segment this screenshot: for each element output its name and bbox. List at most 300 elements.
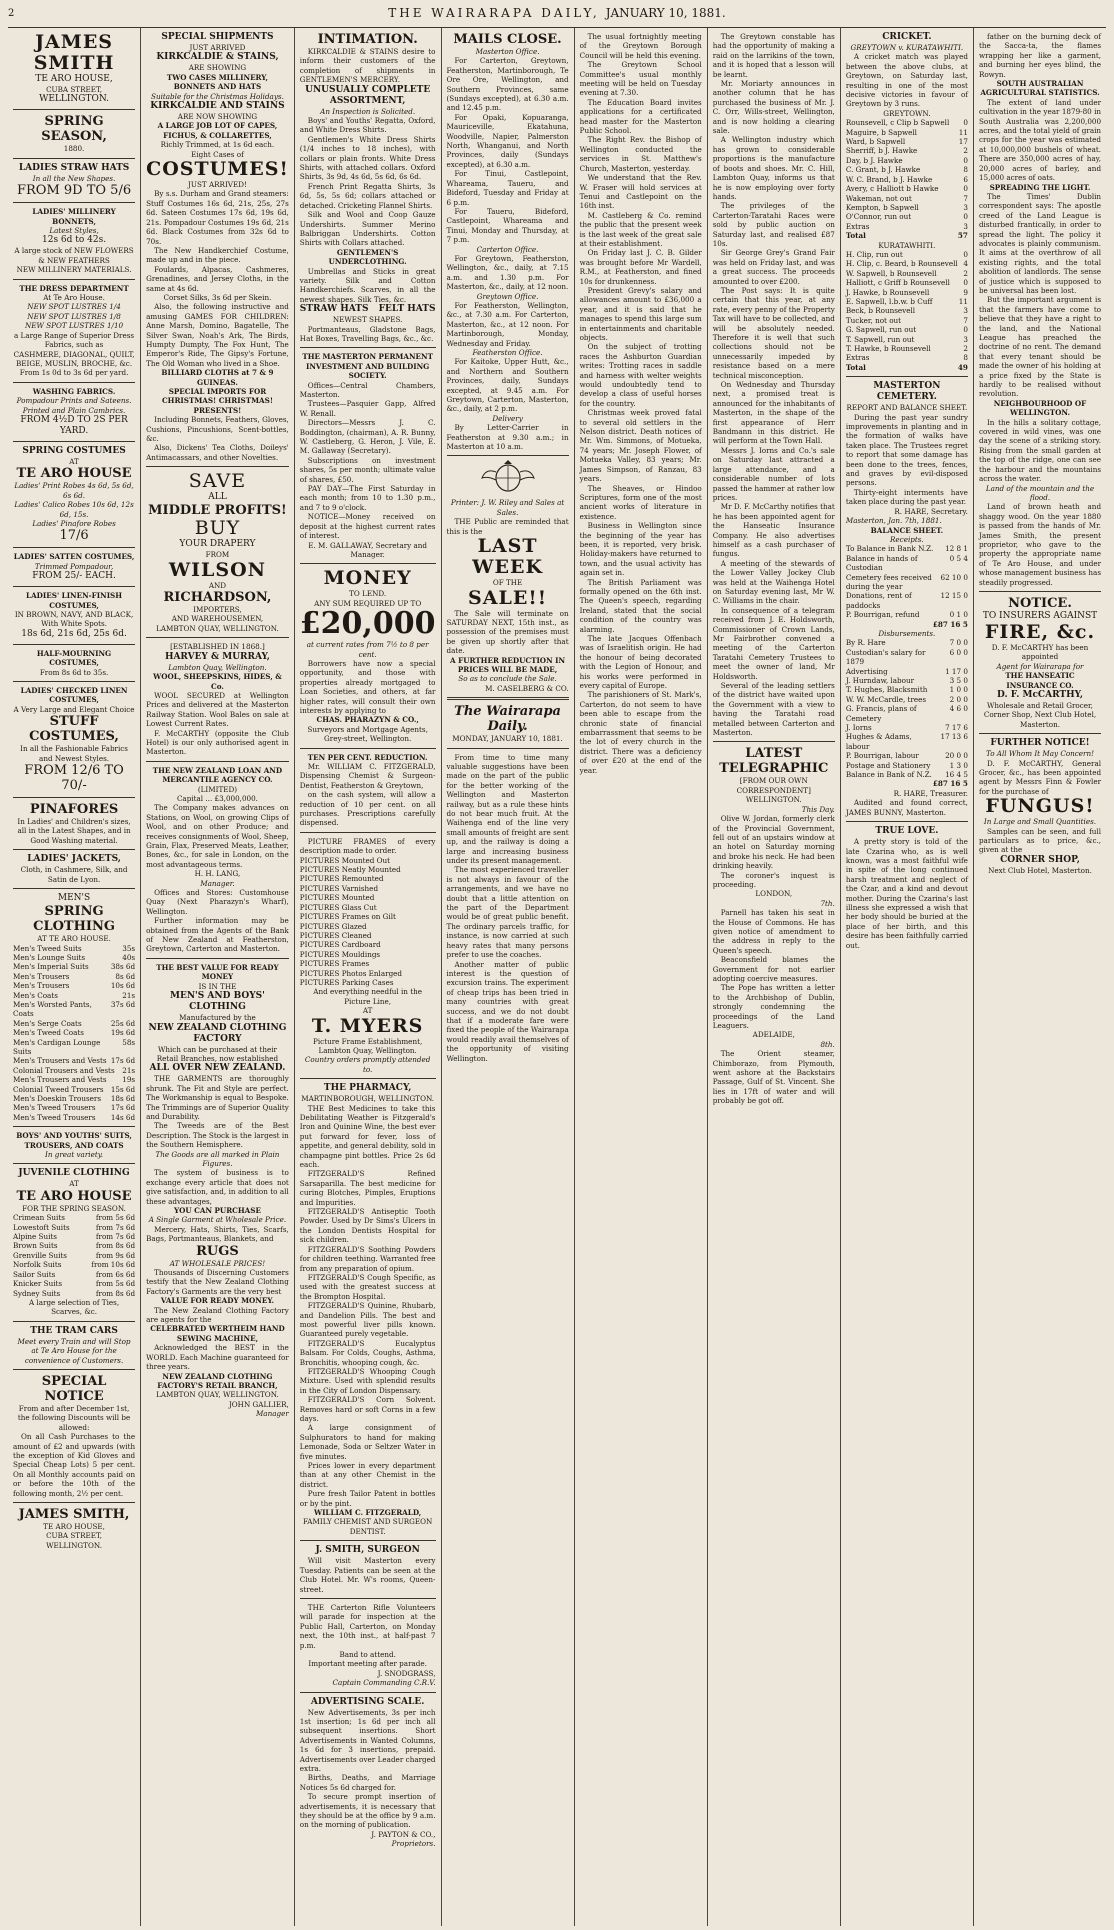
suit-price-row — [13, 1038, 135, 1057]
receipt-row-value: 0 1 0 — [949, 610, 968, 620]
mccarthy-sign: D. F. McCARTHY, — [996, 690, 1083, 700]
news-paragraph: On Wednesday and Thursday next, a promised treat is announced for the inhabitants of Masterton, in the shape of the first appearance of Herr Bandmann in this district. He will perform at the Town Hall. — [712, 380, 835, 446]
juvenile-price-row — [13, 1270, 135, 1279]
spring-clothing-heading: SPRING CLOTHING — [33, 904, 115, 935]
juvenile-price-row-value: from 7s 6d — [95, 1232, 136, 1242]
leader-title: The Wairarapa Daily. — [454, 704, 561, 735]
corner-shop: CORNER SHOP, — [1000, 854, 1080, 865]
receipt-row-label: Donations, rent of paddocks — [845, 591, 912, 610]
london-dateline: LONDON, — [755, 889, 793, 899]
batting-row — [846, 288, 968, 297]
leader-paragraph: From time to time many valuable suggestions have been made on the part of the public for the better working of the Wellington and Masterton railway, but as a rule these hints do not bear much fruit. At the Waihenga end of the line very small amounts of freight are sent up, and the railway is doing a large and increasing business under its present management. — [446, 752, 569, 866]
disbursement-row — [846, 676, 968, 685]
shipments-heading: SPECIAL SHIPMENTS — [161, 32, 274, 42]
adelaide-dateline: ADELAIDE, — [752, 1030, 795, 1040]
births-text: Births, Deaths, and Marriage Notices 5s 6d charged for. — [299, 1773, 436, 1792]
juvenile-price-row-label: Alpine Suits — [13, 1232, 57, 1242]
batting-row — [846, 212, 968, 221]
batting-row-value: 6 — [963, 174, 968, 184]
of-the: OF THE — [492, 578, 523, 588]
batting-row — [846, 269, 968, 278]
loan-rate: at current rates from 7½ to 8 per cent. — [306, 640, 429, 659]
news-paragraph: The Post says: It is quite certain that this year, at any rate, every penny of the Property Tax will have to be collected, and will be absolutely needed. Therefore it is well that such collections should not be unnecessarily impeded by resistance based on a mere technical misconception. — [712, 285, 835, 380]
checked-heading: LADIES' CHECKED LINEN COSTUMES, — [20, 686, 128, 705]
batting-row-label: Avery, c Halliott b Hawke — [845, 184, 939, 194]
column-3 — [295, 28, 442, 1926]
payton-role: Proprietors. — [391, 1839, 436, 1849]
suit-price-row-label: Colonial Trousers and Vests — [13, 1065, 115, 1075]
batting-row-label: T. Sapwell, run out — [845, 334, 915, 344]
disbursements-total: £87 16 5 — [932, 779, 968, 789]
costumes-heading: SPRING COSTUMES — [22, 445, 126, 456]
concern-text: D. F. McCARTHY, General Grocer, &c., has been appointed agent by Messrs Finn & Fowler for the purchase of — [978, 758, 1102, 796]
meeting-line: Important meeting after parade. — [308, 1659, 427, 1669]
eight-cases: Eight Cases of — [191, 149, 244, 159]
disbursement-row-label: Balance in Bank of N.Z. — [845, 770, 932, 780]
total-value: 49 — [957, 362, 968, 372]
news-paragraph: The usual fortnightly meeting of the Greytown Borough Council will be held this evening. — [579, 32, 702, 60]
land-text: Land of brown heath and shaggy wood. On the year 1880 is passed from the hands of Mr. James Smith, the present proprietor, who gave to the property the appropriate name of Te Aro House, and under whose management business has steadily progressed. — [978, 502, 1102, 587]
street: CUBA STREET, — [46, 85, 103, 94]
signoff-store: TE ARO HOUSE, — [43, 1522, 105, 1531]
harvey-sub: Lambton Quay, Wellington. — [168, 662, 267, 672]
firm-name: KIRKCALDIE & STAINS, — [156, 52, 279, 63]
office-text: Offices and Stores: Customhouse Quay (Next Pharazyn's Wharf), Wellington. — [146, 888, 289, 916]
and-word: AND — [208, 580, 227, 590]
balance-heading: BALANCE SHEET. — [870, 525, 944, 535]
pharmacy-town: MARTINBOROUGH, WELLINGTON. — [301, 1094, 435, 1104]
news-paragraph: The Greytown constable has had the opportunity of making a raid on the larrikins of the town, and it is hoped that a lesson will be learnt. — [712, 32, 835, 79]
batting-row-label: Extras — [845, 221, 870, 231]
suit-price-row-label: Men's Serge Coats — [13, 1018, 82, 1028]
sale-note: The Sale will terminate on SATURDAY NEXT, 15th inst., as possession of the premises must be given up shortly after that date. — [446, 608, 569, 656]
disbursement-row-label: J. Hurndaw, labour — [845, 676, 915, 685]
washing-heading: WASHING FABRICS. — [32, 386, 116, 396]
suit-price-row — [13, 1103, 135, 1112]
batting-row-value: 0 — [963, 249, 968, 259]
fabrics-text: Foulards, Alpacas, Cashmeres, Grenadines, and Jersey Cloths, in the same at 4s 6d. — [146, 264, 289, 293]
disbursement-row — [846, 685, 968, 694]
juvenile-price-row-value: from 8s 6d — [95, 1288, 136, 1298]
suit-price-row — [13, 1066, 135, 1075]
agent-for-line: Agent for Wairarapa for — [996, 661, 1084, 671]
dress-heading: THE DRESS DEPARTMENT — [19, 283, 129, 293]
myers-sub: Picture Frame Establishment, Lambton Quay, Wellington. — [313, 1036, 423, 1055]
news-paragraph: The Greytown School Committee's usual monthly meeting will be held on Tuesday evening at 7.30. — [579, 60, 702, 98]
society-trustees: Trustees—Pasquier Gapp, Alfred W. Renall. — [299, 399, 436, 418]
receipt-row — [846, 544, 968, 553]
kura-innings-heading: KURATAWHITI. — [878, 240, 936, 250]
hats-sub: In all the New Shapes. — [32, 173, 116, 183]
borrowers-text: Borrowers have now a special opportunity, and those with properties already mortgaged to Loan Societies, and others, at far higher rates, will consult their own interests by applying to — [299, 658, 436, 715]
treasurer-sign: R. HARE, Treasurer. — [893, 788, 968, 798]
society-offices: Offices—Central Chambers, Masterton. — [299, 380, 436, 399]
all-over-nz: ALL OVER NEW ZEALAND. — [149, 1063, 286, 1074]
stuff-price: FROM 12/6 TO 70/- — [24, 763, 124, 794]
disbursement-row — [846, 770, 968, 779]
carterton-text: For Greytown, Featherston, Wellington, &c., daily, at 7.15 a.m. and 1.30 p.m. For Masterton, &c., daily, at 12 noon. — [446, 253, 569, 292]
batting-row — [846, 335, 968, 344]
fungus-heading: FUNGUS! — [985, 795, 1095, 818]
juvenile-price-row-value: from 9s 6d — [95, 1250, 136, 1260]
disbursement-row-value: 1 0 0 — [949, 685, 968, 695]
society-secretary: E. M. GALLAWAY, Secretary and Manager. — [308, 540, 428, 559]
batting-row — [846, 118, 968, 127]
ties-line: A large selection of Ties, Scarves, &c. — [28, 1297, 120, 1317]
suit-price-row — [13, 991, 135, 1000]
batting-row-value: 4 — [963, 259, 968, 269]
building-society-heading: THE MASTERTON PERMANENT INVESTMENT AND BUILDING SOCIETY. — [302, 352, 433, 381]
suit-price-row — [13, 944, 135, 953]
middle-profits: MIDDLE PROFITS! — [148, 503, 287, 519]
suit-price-row-label: Men's Tweed Coats — [13, 1028, 84, 1038]
batting-row — [846, 194, 968, 203]
telegraphic-text: Olive W. Jordan, formerly clerk of the Provincial Government, fell out of an upstairs window at an hotel on Saturday morning and broke his neck. He had been drinking heavily. — [712, 814, 835, 871]
suit-price-row-label: Men's Trousers — [13, 971, 70, 981]
report-signature: R. HARE, Secretary. — [894, 506, 968, 516]
sateen-price: FROM 25/- EACH. — [32, 571, 116, 582]
costumes-text: By s.s. Durham and Grand steamers: Stuff Costumes 16s 6d, 21s, 25s, 27s 6d. Sateen Costumes 17s 6d, 19s 6d, 21s. Pompadour Costumes 19s 6d, 21s 6d. Black Costumes from 32s 6d to 70s. — [146, 189, 289, 246]
batting-row — [846, 128, 968, 137]
greytown-innings-heading: GREYTOWN. — [883, 108, 931, 118]
picture-service-line: PICTURES Glazed — [299, 921, 367, 931]
disbursement-row — [846, 648, 968, 667]
captain-name: J. SNODGRASS, — [377, 1668, 436, 1678]
suit-price-row-value: 21s — [122, 990, 136, 1000]
firm-sub: ARE SHOWING — [188, 63, 247, 73]
disbursement-row — [846, 732, 968, 751]
disbursement-row-label: By R. Hare — [845, 638, 886, 648]
suit-price-row-value: 10s 6d — [110, 981, 136, 991]
news-paragraph: The Education Board invites applications for a certificated head master for the Masterton Public School. — [579, 97, 702, 136]
reduction-heading: A FURTHER REDUCTION IN PRICES WILL BE MADE, — [450, 655, 566, 674]
news-paragraph: The parishioners of St. Mark's, Carterton, do not seem to have been able to escape from the chronic state of financial embarrassment that seems to be the lot of every church in the district. There was a deficiency of over £20 at the end of the year. — [579, 690, 702, 775]
dress-list: CASHMERE, DIAGONAL, QUILT, BEIGE, MUSLIN, BROCHE, &c. — [13, 349, 135, 368]
juvenile-price-row-label: Grenville Suits — [13, 1250, 67, 1260]
product-paragraph: FITZGERALD'S Refined Sarsaparilla. The best medicine for curing Blotches, Pimples, Eruptions and Impurities. — [299, 1169, 436, 1207]
retail-heading: NEW ZEALAND CLOTHING FACTORY'S RETAIL BRANCH, — [157, 1371, 278, 1390]
purchase-line: YOU CAN PURCHASE — [173, 1206, 261, 1215]
batting-row-value: 2 — [963, 344, 968, 353]
carterton-office: Carterton Office. — [476, 244, 539, 254]
newest-shapes: NEWEST SHAPES. — [332, 315, 403, 325]
special-notice-sub: From and after December 1st, the following Discounts will be allowed: — [17, 1403, 131, 1432]
printer-line: Printer: J. W. Riley and Sales at Sales. — [450, 498, 565, 517]
suit-price-row-value: 58s — [122, 1037, 136, 1047]
lustre-line: NEW SPOT LUSTRES 1/10 — [25, 321, 124, 331]
batting-row-value: 8 — [963, 353, 968, 363]
from-word: FROM — [205, 550, 230, 560]
batting-row — [846, 306, 968, 315]
south-australia-heading: SOUTH AUSTRALIAN AGRICULTURAL STATISTICS. — [980, 79, 1100, 98]
juvenile-price-row-value: from 8s 6d — [95, 1241, 136, 1251]
flowers-line: A large stock of NEW FLOWERS & NEW FEATHERS — [14, 246, 134, 265]
band-line: Band to attend. — [339, 1649, 396, 1659]
costumes-sub: JUST ARRIVED! — [188, 180, 247, 190]
washing-sub: Pompadour Prints and Sateens. Printed and Plain Cambrics. — [16, 396, 132, 415]
cases-heading: TWO CASES MILLINERY, BONNETS AND HATS — [166, 72, 269, 92]
importers: IMPORTERS, — [193, 605, 242, 615]
receipt-row-value: 12 15 0 — [940, 591, 968, 601]
adelaide-text: The Orient steamer, Chimborazo, from Plymouth, went ashore at the Backstairs Passage, Gulf of St. Vincent. She lies in 17ft of water and will probably be got off. — [712, 1049, 835, 1106]
news-paragraph: A Wellington industry which has grown to considerable proportions is the manufacture of boots and shoes. Mr. C. Hill, Lambton Quay, informs us that he is now employing over forty hands. — [712, 135, 835, 201]
picture-service-line: PICTURES Mounted Out — [299, 855, 391, 865]
newspaper-title: THE WAIRARAPA DAILY, — [388, 6, 600, 20]
batting-row — [846, 146, 968, 155]
batting-row — [846, 137, 968, 146]
news-paragraph: The Right Rev. the Bishop of Wellington conducted the services in St. Matthew's Church, Masterton, yesterday. — [579, 135, 702, 173]
match-text: A cricket match was played between the above clubs, at Greytown, on Saturday last, resulting in one of the most decisive victories in favour of Greytown by 3 runs. — [845, 52, 968, 109]
picture-service-line: PICTURES Remounted — [299, 874, 384, 884]
mccarthy-sign-sub: Wholesale and Retail Grocer, Corner Shop, Next Club Hotel, Masterton. — [983, 701, 1097, 729]
news-paragraph: Business in Wellington since the beginning of the year has been, it is reported, very brisk. Holiday-makers have returned to town, and the usual activity has again set in. — [579, 521, 702, 578]
suit-price-row — [13, 1019, 135, 1028]
clothing-at: AT TE ARO HOUSE. — [37, 934, 111, 944]
column-2 — [141, 28, 295, 1926]
batting-row-value: 0 — [963, 118, 968, 128]
receipt-row-label: P. Bourrigan, refund — [845, 610, 920, 620]
batting-row-label: Ward, b Sapwell — [845, 137, 906, 147]
firm-sub-2: ARE NOW SHOWING — [177, 112, 258, 122]
shipments-sub: JUST ARRIVED — [189, 43, 246, 52]
batting-row-value: 0 — [963, 325, 968, 335]
mail-schedule: For Carterton, Greytown, Featherston, Martinborough, Te Ore Ore, Wellington, and Southern Provinces, same (Sundays excepted), at 6.30 a.m. and 12.45 p.m. — [446, 56, 569, 113]
product-paragraph: FITZGERALD'S Cough Specific, as used with the greatest success at the Brompton Hospital. — [299, 1272, 436, 1301]
batting-row-label: H. Clip, run out — [845, 249, 903, 259]
suits-price-list — [13, 944, 135, 1123]
best-value-heading: THE BEST VALUE FOR READY MONEY — [156, 962, 279, 982]
single-garment: A Single Garment at Wholesale Price. — [148, 1215, 287, 1225]
captain-role: Captain Commanding C.R.V. — [332, 1678, 436, 1688]
juvenile-price-row-label: Sailor Suits — [13, 1269, 56, 1279]
mails-list — [447, 56, 569, 244]
half-mourning-price: From 8s 6d to 35s. — [39, 667, 109, 677]
columns — [8, 28, 1106, 1926]
juvenile-price-row-label: Sydney Suits — [13, 1288, 61, 1298]
ten-percent-heading: TEN PER CENT. REDUCTION. — [307, 752, 428, 762]
suit-price-row-value: 37s 6d — [110, 999, 136, 1009]
pinafores-sub: In Ladies' and Children's sizes, all in the Latest Shapes, and in Good Washing material. — [17, 817, 131, 845]
season-heading: SPRING SEASON, — [41, 114, 107, 145]
surgeon-text: Will visit Masterton every Tuesday. Patients can be seen at the Club Hotel. Mr. W's rooms, Queen-street. — [299, 1556, 436, 1594]
mails-heading: MAILS CLOSE. — [453, 32, 562, 47]
disbursement-row-value: 3 5 0 — [949, 676, 968, 685]
spreading-text: The Times' Dublin correspondent says: The apostle creed of the Land League is disturbed frantically, in order to spread the light. The policy it advocates is plainly communism. It aims at the overthrow of all existing rights, and the total abolition of landlords. The sense of justice which is supposed to be universal has been lost. — [978, 191, 1102, 295]
batting-row — [846, 325, 968, 334]
thousands-text: Thousands of Discerning Customers testify that the New Zealand Clothing Factory's Garments are the very best — [146, 1268, 289, 1296]
notice-heading: NOTICE. — [1008, 595, 1072, 611]
disbursement-row-label: G. Francis, plans of Cemetery — [845, 704, 917, 723]
corset-line: Corset Silks, 3s 6d per Skein. — [163, 292, 272, 302]
batting-row-label: G. Sapwell, run out — [845, 325, 917, 335]
advertising-scale-heading: ADVERTISING SCALE. — [310, 1696, 425, 1707]
mercery-text: Mercery, Hats, Shirts, Ties, Scarfs, Bags, Portmanteaus, Blankets, and — [146, 1224, 289, 1244]
volunteers-text: THE Carterton Rifle Volunteers will parade for inspection at the Public Hall, Carterton, on Monday next, the 10th inst., at half-past 7 p.m. — [299, 1602, 436, 1650]
underclothing-text: Umbrellas and Sticks in great variety. Silk and Cotton Handkerchiefs. Scarves, in all the newest shapes. Silk Ties, &c. — [299, 266, 436, 304]
shirts-text-3: French Print Regatta Shirts, 3s 6d, 5s, 5s 6d; collars attached or detached. Cricketing Flannel Shirts. — [299, 181, 436, 210]
dress-sub: At Te Aro House. — [43, 293, 105, 303]
suit-price-row — [13, 1028, 135, 1037]
garments-text: THE GARMENTS are thoroughly shrunk. The Fit and Style are perfect. The Workmanship is equal to Bespoke. The Trimmings are of Superior Quality and Durability. — [146, 1074, 289, 1121]
chemist-name: Mr. WILLIAM C. FITZGERALD, Dispensing Chemist & Surgeon-Dentist, Featherston & Greytown, — [299, 762, 436, 790]
news-paragraph: Mr. Moriarty announces in another column that he has purchased the business of Mr. J. C. Orr, Wills-street, Wellington, and is now holding a clearing sale. — [712, 79, 835, 136]
robe-line: Ladies' Calico Robes 10s 6d, 12s 6d, 15s. — [14, 500, 134, 519]
boys-sub: In great variety. — [44, 1150, 104, 1160]
dress-note: a Large Range of Superior Dress Fabrics, such as — [13, 330, 135, 350]
batting-row-value: 11 — [958, 127, 968, 137]
hats-price: FROM 9D TO 5/6 — [16, 183, 132, 199]
costumes-heading: COSTUMES! — [146, 158, 289, 181]
juvenile-price-row — [13, 1260, 135, 1269]
advertiser-name: JAMES SMITH — [33, 31, 115, 74]
disbursement-row-value: 4 6 0 — [949, 704, 968, 714]
batting-row-label: Halliott, c Griff b Rounsevell — [845, 278, 950, 288]
loan-amount: £20,000 — [299, 606, 436, 642]
suit-price-row-label: Men's Tweed Suits — [13, 943, 82, 953]
juvenile-price-row — [13, 1289, 135, 1298]
suit-price-row-value: 35s — [122, 943, 136, 953]
pictures-list — [300, 856, 436, 988]
intimation-text: KIRKCALDIE & STAINS desire to inform their customers of the completion of shipments in GENTLEMEN'S MERCERY. — [299, 47, 436, 85]
disbursement-row-label: P. Bourrigan, labour — [845, 751, 919, 761]
sewing-text: The New Zealand Clothing Factory are agents for the — [146, 1305, 289, 1325]
suit-price-row-label: Men's Tweed Trousers — [13, 1103, 96, 1113]
suit-price-row — [13, 1056, 135, 1065]
fitzgerald-role: FAMILY CHEMIST AND SURGEON DENTIST. — [302, 1517, 433, 1536]
disbursement-row — [846, 723, 968, 732]
juvenile-price-row — [13, 1213, 135, 1222]
suit-price-row — [13, 981, 135, 990]
juvenile-price-row — [13, 1241, 135, 1250]
best-value-sub: IS IN THE — [198, 981, 237, 991]
money-heading: MONEY — [323, 567, 412, 590]
receipt-row-value: 12 8 1 — [945, 544, 968, 554]
batting-row-label: T. Hawke, b Rounsevell — [845, 344, 931, 353]
spreading-heading: SPREADING THE LIGHT. — [989, 182, 1091, 192]
news-paragraph: Messrs J. Iorns and Co.'s sale on Saturday last attracted a large attendance, and a considerable number of lots passed the hammer at rather low prices. — [712, 445, 835, 502]
jackets-sub: Cloth, in Cashmere, Silk, and Satin de Lyon. — [20, 865, 128, 884]
leader-paragraph: Another matter of public interest is the question of excursion trains. The experiment of cheap trips has been tried in many countries with great success, and we do not doubt that if a moderate fare were fixed the people of the Wairarapa would readily avail themselves of the opportunity of visiting Wellington. — [446, 959, 569, 1063]
all-word: ALL — [208, 492, 227, 503]
issue-date: JANUARY 10, 1881. — [605, 6, 726, 20]
disbursement-row-label: Advertising — [845, 666, 888, 676]
disbursement-row-value: 2 0 0 — [949, 694, 968, 704]
town: WELLINGTON. — [39, 94, 110, 105]
half-mourning-heading: HALF-MOURNING COSTUMES, — [36, 648, 112, 668]
disbursement-row-label: T. Hughes, Blacksmith — [845, 685, 928, 695]
receipt-row-value: 0 5 4 — [949, 553, 968, 563]
buy-heading: BUY — [194, 517, 241, 540]
imports-sub: Including Bonnets, Feathers, Gloves, Cushions, Pincushions, Scent-bottles, &c. — [146, 415, 289, 444]
report-date: Masterton, Jan. 7th, 1881. — [845, 516, 942, 526]
straw-hats: STRAW HATS — [299, 304, 369, 315]
kura-scores — [846, 250, 968, 363]
sale-reminder: THE Public are reminded that this is the — [446, 517, 569, 536]
signoff-name: JAMES SMITH, — [18, 1507, 130, 1522]
insurers-line: TO INSURERS AGAINST — [982, 610, 1098, 621]
millinery-heading: LADIES' MILLINERY BONNETS, — [32, 207, 116, 226]
chemist-text: on the cash system, will allow a reduction of 10 per cent. on all purchases. Prescriptions carefully dispensed. — [299, 790, 436, 828]
disbursement-row-label: Custodian's salary for 1879 — [845, 647, 926, 667]
nzloan-sub: (LIMITED) — [197, 784, 238, 794]
juvenile-sub: FOR THE SPRING SEASON. — [22, 1203, 126, 1213]
featherston-office: Featherston Office. — [472, 348, 543, 357]
product-paragraph: FITZGERALD'S Quinine, Rhubarb, and Dandelion Pills. The best and most powerful liver pills known. Guaranteed purely vegetable. — [299, 1301, 436, 1339]
warehousemen: AND WAREHOUSEMEN, — [171, 614, 264, 624]
mail-schedule: For Tinui, Castlepoint, Whareama, Taueru, and Bideford, Tuesday and Friday at 6 p.m. — [446, 169, 569, 207]
juvenile-price-row-label: Brown Suits — [13, 1241, 58, 1251]
capes-sub: Richly Trimmed, at 1s 6d each. — [160, 140, 275, 150]
suit-price-row-label: Men's Coats — [13, 990, 58, 1000]
imports-heading: SPECIAL IMPORTS FOR CHRISTMAS! CHRISTMAS! PRESENTS! — [161, 387, 273, 415]
stuff-heading: STUFF COSTUMES, — [29, 714, 119, 745]
picture-service-line: PICTURES Varnished — [299, 883, 379, 893]
news-paragraph: On Friday last J. C. B. Gilder was brought before Mr Wardell, R.M., at Featherston, and fined 10s for drunkenness. — [579, 248, 702, 286]
suit-price-row — [13, 1094, 135, 1103]
suit-price-row — [13, 953, 135, 962]
batting-row-value: 11 — [958, 296, 968, 306]
loan-agent-role: Surveyors and Mortgage Agents, Grey-street, Wellington. — [307, 724, 428, 744]
juvenile-price-row-label: Norfolk Suits — [13, 1260, 62, 1270]
robe-line: Ladies' Print Robes 4s 6d, 5s 6d, 6s 6d. — [14, 481, 134, 500]
news-paragraphs — [713, 79, 835, 737]
london-date: 7th. — [820, 898, 835, 908]
juvenile-price-row-label: Lowestoft Suits — [13, 1222, 70, 1232]
juvenile-price-row-value: from 5s 6d — [95, 1279, 136, 1289]
capes-heading: A LARGE JOB LOT OF CAPES, FICHUS, & COLLARETTES, — [157, 121, 278, 140]
harvey-murray: HARVEY & MURRAY, — [164, 651, 270, 662]
batting-row — [846, 344, 968, 353]
total-label: Total — [845, 231, 866, 241]
scale-text: New Advertisements, 3s per inch 1st insertion; 1s 6d per inch all subsequent insertions. Short Advertisements in Wanted Columns, 1s 6d for 3 insertions, prepaid. Advertisements over Leader charged extra. — [299, 1707, 436, 1773]
wholesale-heading: AT WHOLESALE PRICES! — [169, 1258, 266, 1268]
batting-row-label: Maguire, b Sapwell — [845, 127, 917, 137]
dress-price: From 1s 0d to 3s 6d per yard. — [19, 368, 129, 378]
pictures-heading: PICTURE FRAMES of every description made to order. — [299, 836, 436, 856]
news-paragraph: Christmas week proved fatal to several old settlers in the Nelson district. Death notices of Mr. Wm. Simmons, of Motueka, 74 years; Mr. Joseph Flower, of Motueka Valley, 83 years; Mr. James Simpson, of Ranzau, 83 years. — [579, 408, 702, 484]
batting-row-label: J. Hawke, b Rounsevell — [845, 287, 930, 297]
suit-price-row-label: Men's Lounge Suits — [13, 952, 86, 962]
leader-date: MONDAY, JANUARY 10, 1881. — [452, 734, 563, 744]
millinery-sub: Latest Styles, — [49, 226, 99, 236]
pope-text: The Pope has written a letter to the Archbishop of Dublin, strongly condemning the proceedings of the Land Leaguers. — [712, 983, 835, 1031]
disbursement-row — [846, 667, 968, 676]
news-paragraph: The privileges of the Carterton-Taratahi Races were sold by public auction on Saturday last, and realised £87 10s. — [712, 201, 835, 248]
true-love-text: A pretty story is told of the late Czarina who, as is well known, was a most faithful wife in spite of the long continued harsh treatment and neglect of the Czar, and a kind and devout mother. During the Czarina's last illness she expressed a wish that her body should be buried at the place of her birth, and this desire has been faithfully carried out. — [845, 837, 968, 950]
orders-text: To secure prompt insertion of advertisements, it is necessary that they should be at the office by 9 a.m. on the morning of publication. — [299, 1792, 436, 1830]
lambton-quay: LAMBTON QUAY, WELLINGTON. — [156, 623, 279, 633]
cricket-heading: CRICKET. — [882, 32, 932, 42]
caselberg-sign: M. CASELBERG & CO. — [485, 683, 569, 693]
batting-row-label: Extras — [845, 353, 870, 363]
receipt-row-label: Balance in hands of Custodian — [845, 553, 918, 573]
juvenile-price-row — [13, 1251, 135, 1260]
info-text: Further information may be obtained from the Agents of the Bank of New Zealand at Featherston, Greytown, Carterton and Masterton. — [146, 916, 289, 954]
disbursement-row-value: 1 3 0 — [949, 760, 968, 770]
batting-row-value: 0 — [963, 184, 968, 194]
batting-row — [846, 250, 968, 259]
suit-price-row-label: Men's Tweed Trousers — [13, 1112, 96, 1122]
total-value: 57 — [957, 231, 968, 241]
batting-row-label: W. C. Brand, b J. Hawke — [845, 174, 933, 184]
pharmacy-heading: THE PHARMACY, — [323, 1083, 412, 1094]
to-lend: TO LEND. — [349, 589, 387, 599]
batting-row-value: 7 — [963, 315, 968, 325]
disbursement-row-value: 16 4 5 — [945, 770, 968, 780]
batting-row-value: 8 — [963, 165, 968, 175]
batting-row-value: 3 — [963, 334, 968, 344]
retail-manager: JOHN GALLIER, — [228, 1399, 289, 1409]
